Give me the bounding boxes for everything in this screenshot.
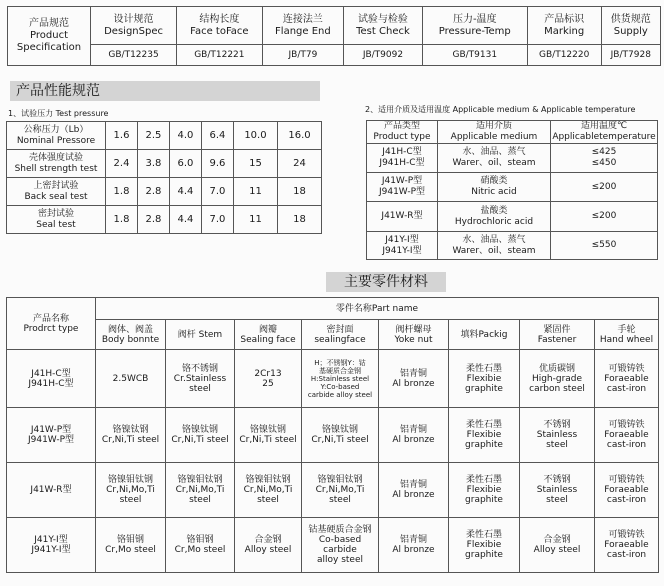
medium-en: Nitric acid bbox=[471, 187, 517, 197]
pressure-value: 2.8 bbox=[137, 178, 169, 206]
pressure-value: 11 bbox=[233, 178, 277, 206]
material-en: Flexibie bbox=[466, 373, 502, 384]
material-zh: 柔性石墨 bbox=[465, 475, 502, 485]
material-en: Cr,Mo steel bbox=[174, 545, 226, 555]
material-en: carbide alloy steel bbox=[307, 390, 373, 399]
material-zh: 柔性石墨 bbox=[465, 420, 502, 430]
medium-zh: 盐酸类 bbox=[480, 205, 508, 216]
material-en: Cr,Ni,Ti steel bbox=[171, 435, 229, 445]
standards-header-cell bbox=[8, 7, 91, 66]
pressure-value: 11 bbox=[233, 206, 277, 234]
product-type-cell: J41W-R型 bbox=[367, 202, 438, 232]
material-cell bbox=[520, 463, 595, 518]
material-en: Flexibie bbox=[466, 540, 502, 550]
material-en: Flexibie bbox=[466, 430, 502, 440]
standards-value: JB/T79 bbox=[262, 45, 344, 66]
pressure-value: 3.8 bbox=[137, 150, 169, 178]
column-header bbox=[96, 320, 166, 350]
material-cell bbox=[595, 463, 659, 518]
material-cell: 2.5WCB bbox=[96, 350, 166, 408]
material-en: steel bbox=[546, 495, 568, 505]
material-cell bbox=[166, 350, 235, 408]
material-cell bbox=[449, 350, 520, 408]
header-zh: 设计规范 bbox=[113, 13, 154, 25]
row-label-en: Back seal test bbox=[24, 191, 88, 202]
material-cell bbox=[449, 518, 520, 573]
header-zh: 结构长度 bbox=[199, 13, 240, 25]
material-en: Cr,Ni,Ti steel bbox=[239, 435, 297, 445]
section-title-performance bbox=[10, 81, 320, 101]
material-zh: 可锻铸铁 bbox=[608, 363, 645, 374]
column-header bbox=[379, 320, 449, 350]
header-cell bbox=[367, 121, 438, 144]
product-type-cell bbox=[367, 144, 438, 173]
material-zh: 合金钢 bbox=[254, 535, 282, 545]
product-type: J941Y-I型 bbox=[382, 245, 422, 256]
material-en: steel bbox=[119, 495, 142, 505]
product-type: J941W-P型 bbox=[27, 435, 75, 445]
material-zh: 柔性石墨 bbox=[465, 530, 502, 540]
material-zh: 铬镍钛钢 bbox=[181, 425, 218, 435]
material-en: Al bronze bbox=[392, 490, 435, 500]
product-type: J41Y-I型 bbox=[34, 535, 68, 545]
material-en: steel bbox=[189, 495, 211, 505]
material-en: Stainless bbox=[536, 485, 578, 495]
header-zh: 供货规范 bbox=[610, 13, 651, 25]
medium-en: Hydrochloric acid bbox=[454, 216, 534, 227]
row-label-zh: 公称压力（Lb） bbox=[23, 124, 89, 135]
material-en: carbon steel bbox=[529, 383, 585, 394]
material-en: Alloy steel bbox=[533, 545, 581, 555]
material-zh: 基硬质合金钢 bbox=[319, 366, 361, 375]
row-label-zh: 上密封试验 bbox=[33, 180, 79, 191]
product-type: J41Y-I型 bbox=[385, 234, 419, 245]
material-zh: 不锈钢 bbox=[543, 475, 571, 485]
material-en: Cr,Ni,Ti steel bbox=[101, 435, 160, 445]
pressure-value: 6.4 bbox=[201, 122, 233, 150]
standards-header-zh: 产品规范 bbox=[29, 18, 69, 29]
product-type: J41W-P型 bbox=[30, 425, 72, 435]
medium-cell bbox=[438, 202, 551, 232]
part-name-header: 零件名称Part name bbox=[96, 298, 659, 320]
header-en: Flange End bbox=[275, 25, 331, 37]
material-en: Cr,Ni,Mo,Ti bbox=[175, 485, 225, 495]
material-cell bbox=[595, 350, 659, 408]
material-cell bbox=[166, 408, 235, 463]
temp-cell bbox=[551, 144, 658, 173]
row-label-zh: 壳体强度试验 bbox=[28, 152, 83, 163]
material-en: Flexibie bbox=[466, 485, 502, 495]
header-en: Prodrct type bbox=[23, 323, 79, 334]
standards-value: JB/T9092 bbox=[344, 45, 423, 66]
temp-cell: ≤200 bbox=[551, 202, 658, 232]
material-en: 2Cr13 bbox=[254, 368, 282, 379]
row-label bbox=[7, 206, 106, 234]
header-en: DesignSpec bbox=[104, 25, 163, 37]
standards-header-en: Specification bbox=[16, 42, 82, 53]
material-cell bbox=[302, 463, 379, 518]
material-en: cast-iron bbox=[606, 550, 647, 560]
material-zh: 铬镍钛钢 bbox=[321, 425, 358, 435]
product-type-cell bbox=[7, 408, 96, 463]
material-cell bbox=[235, 518, 302, 573]
product-type-cell bbox=[7, 518, 96, 573]
column-header bbox=[520, 320, 595, 350]
material-cell bbox=[302, 350, 379, 408]
standards-value: GB/T12221 bbox=[177, 45, 263, 66]
medium-zh: 水、油品、蒸气 bbox=[462, 147, 526, 157]
material-cell bbox=[379, 463, 449, 518]
product-type: J941W-P型 bbox=[378, 187, 426, 197]
standards-header-cell bbox=[177, 7, 263, 45]
column-header-zh: 手轮 bbox=[617, 324, 636, 335]
standards-header-cell bbox=[527, 7, 601, 45]
material-zh: 不锈钢 bbox=[543, 420, 571, 430]
header-cell bbox=[551, 121, 658, 144]
standards-header-cell bbox=[91, 7, 177, 45]
material-zh: 铬镍钛钢 bbox=[112, 425, 149, 435]
material-zh: 合金钢 bbox=[543, 535, 571, 545]
material-zh: 铝青铜 bbox=[399, 535, 427, 545]
material-en: Al bronze bbox=[392, 378, 435, 389]
temp-value: ≤425 bbox=[591, 147, 617, 157]
material-en: Co-based bbox=[318, 535, 362, 545]
material-en: High-grade bbox=[531, 373, 583, 384]
pressure-value: 6.0 bbox=[169, 150, 201, 178]
material-en: graphite bbox=[465, 383, 503, 394]
temp-cell: ≤200 bbox=[551, 173, 658, 202]
header-zh: 适用介质 bbox=[475, 121, 512, 131]
header-en: Marking bbox=[544, 25, 585, 37]
medium-en: Warer、oil、steam bbox=[452, 158, 536, 168]
material-cell bbox=[520, 408, 595, 463]
standards-header-cell bbox=[262, 7, 344, 45]
material-en: graphite bbox=[465, 440, 503, 450]
material-cell bbox=[449, 463, 520, 518]
material-en: Al bronze bbox=[392, 545, 435, 555]
material-en: carbide bbox=[323, 545, 357, 555]
header-zh: 产品类型 bbox=[383, 121, 420, 131]
column-header-zh: 阀体、阀盖 bbox=[107, 324, 153, 335]
row-label-en: Shell strength test bbox=[14, 163, 98, 174]
product-type-cell bbox=[367, 173, 438, 202]
material-cell bbox=[379, 518, 449, 573]
column-header bbox=[235, 320, 302, 350]
test-pressure-table bbox=[6, 121, 322, 234]
material-cell bbox=[166, 518, 235, 573]
header-en: Test Check bbox=[356, 25, 410, 37]
pressure-value: 9.6 bbox=[201, 150, 233, 178]
pressure-value: 18 bbox=[277, 178, 321, 206]
pressure-value: 1.6 bbox=[106, 122, 138, 150]
material-cell bbox=[96, 408, 166, 463]
product-type-cell: J41W-R型 bbox=[7, 463, 96, 518]
material-zh: 铬镍钼钛钢 bbox=[177, 475, 223, 485]
material-zh: 可锻铸铁 bbox=[608, 475, 645, 485]
header-zh: 产品名称 bbox=[32, 313, 69, 324]
material-cell bbox=[302, 408, 379, 463]
column-header: 阀杆 Stem bbox=[166, 320, 235, 350]
material-cell bbox=[595, 408, 659, 463]
material-en: cast-iron bbox=[606, 383, 647, 394]
header-en: Applicable medium bbox=[450, 132, 538, 142]
standards-header-cell bbox=[422, 7, 527, 45]
material-en: cast-iron bbox=[606, 440, 647, 450]
section-title-materials bbox=[326, 272, 446, 292]
column-header-zh: 阀杆螺母 bbox=[395, 324, 432, 335]
material-zh: 优质碳钢 bbox=[538, 363, 575, 374]
row-label-en: Seal test bbox=[36, 219, 76, 230]
column-header-en: Hand wheel bbox=[599, 334, 654, 345]
column-header-en: Yoke nut bbox=[394, 334, 433, 345]
material-en: Cr.Stainless bbox=[173, 373, 227, 384]
material-en: cast-iron bbox=[606, 495, 647, 505]
pressure-value: 7.0 bbox=[201, 178, 233, 206]
material-en: Foraeable bbox=[604, 373, 649, 384]
row-label-en: Nominal Pressore bbox=[16, 135, 96, 146]
material-en: Foraeable bbox=[604, 485, 649, 495]
material-en: steel bbox=[257, 495, 279, 505]
materials-table bbox=[6, 297, 659, 573]
material-cell bbox=[235, 463, 302, 518]
column-header-zh: 阀瓣 bbox=[258, 324, 277, 335]
column-header-en: Fastener bbox=[537, 334, 577, 345]
material-en: H:Stainless steel bbox=[310, 374, 370, 383]
pressure-value: 4.4 bbox=[169, 178, 201, 206]
pressure-value: 7.0 bbox=[201, 206, 233, 234]
material-zh: 铬镍钼钛钢 bbox=[245, 475, 291, 485]
standards-header-cell bbox=[601, 7, 660, 45]
temp-value: ≤450 bbox=[591, 158, 617, 168]
product-type-cell bbox=[7, 350, 96, 408]
test-pressure-caption: 1、试验压力 Test pressure bbox=[8, 109, 109, 118]
material-cell bbox=[379, 408, 449, 463]
product-type: J41H-C型 bbox=[31, 368, 71, 379]
pressure-value: 2.4 bbox=[106, 150, 138, 178]
header-zh: 压力-温度 bbox=[452, 13, 497, 25]
material-en: Foraeable bbox=[604, 540, 649, 550]
row-label bbox=[7, 122, 106, 150]
column-header-zh: 密封面 bbox=[326, 324, 354, 335]
material-zh: 铬镍钼钛钢 bbox=[317, 475, 363, 485]
product-type: J941H-C型 bbox=[379, 158, 425, 168]
material-cell bbox=[302, 518, 379, 573]
material-zh: 铝青铜 bbox=[399, 368, 427, 379]
material-zh: 铬不锈钢 bbox=[181, 363, 218, 374]
column-header-en: Body bonnte bbox=[101, 334, 160, 345]
header-en: Supply bbox=[613, 25, 648, 37]
material-zh: H；不锈钢Y：钴 bbox=[314, 358, 366, 367]
standards-value: GB/T12220 bbox=[527, 45, 601, 66]
medium-cell bbox=[438, 173, 551, 202]
column-header-en: Sealing face bbox=[240, 334, 296, 345]
pressure-value: 2.5 bbox=[137, 122, 169, 150]
material-en: Alloy steel bbox=[244, 545, 292, 555]
pressure-value: 1.8 bbox=[106, 206, 138, 234]
standards-value: GB/T12235 bbox=[91, 45, 177, 66]
row-label-zh: 密封试验 bbox=[37, 208, 74, 219]
header-zh: 适用温度℃ bbox=[580, 121, 628, 131]
material-en: steel bbox=[546, 440, 568, 450]
medium-cell bbox=[438, 144, 551, 173]
column-header-zh: 紧固件 bbox=[543, 324, 571, 335]
standards-value: JB/T7928 bbox=[601, 45, 660, 66]
material-en: steel bbox=[189, 383, 211, 394]
pressure-value: 16.0 bbox=[277, 122, 321, 150]
pressure-value: 10.0 bbox=[233, 122, 277, 150]
material-zh: 柔性石墨 bbox=[465, 363, 502, 374]
material-zh: 铬镍钼钛钢 bbox=[107, 475, 153, 485]
header-cell bbox=[438, 121, 551, 144]
standards-header-en: Product bbox=[30, 30, 68, 41]
material-cell bbox=[96, 518, 166, 573]
material-en: 25 bbox=[262, 378, 274, 389]
product-type: J41H-C型 bbox=[382, 147, 422, 157]
header-en: Applicabletemperature bbox=[552, 132, 656, 142]
medium-temp-table bbox=[366, 120, 658, 260]
material-en: Cr,Mo steel bbox=[105, 545, 156, 555]
product-name-header bbox=[7, 298, 96, 350]
column-header: 填料Packig bbox=[449, 320, 520, 350]
temp-cell: ≤550 bbox=[551, 232, 658, 260]
medium-temp-caption: 2、适用介质及适用温度 Applicable medium & Applicable temperature bbox=[365, 105, 636, 114]
standards-value: GB/T9131 bbox=[422, 45, 527, 66]
material-en: steel bbox=[329, 495, 351, 505]
material-en: Stainless bbox=[536, 430, 578, 440]
pressure-value: 15 bbox=[233, 150, 277, 178]
material-zh: 可锻铸铁 bbox=[608, 420, 645, 430]
medium-en: Warer、oil、steam bbox=[452, 245, 536, 256]
header-zh: 产品标识 bbox=[544, 13, 585, 25]
material-en: Foraeable bbox=[604, 430, 649, 440]
column-header bbox=[302, 320, 379, 350]
material-en: graphite bbox=[465, 550, 503, 560]
material-en: Al bronze bbox=[392, 435, 435, 445]
standards-table bbox=[7, 6, 661, 66]
material-cell bbox=[379, 350, 449, 408]
material-cell bbox=[235, 408, 302, 463]
header-en: Product type bbox=[373, 132, 431, 142]
product-type-cell bbox=[367, 232, 438, 260]
material-zh: 可锻铸铁 bbox=[608, 530, 645, 540]
material-zh: 钴基硬质合金钢 bbox=[308, 525, 372, 535]
product-type: J941Y-I型 bbox=[31, 545, 71, 555]
material-en: Cr,Ni,Ti steel bbox=[311, 435, 369, 445]
medium-zh: 水、油品、蒸气 bbox=[462, 234, 526, 245]
material-zh: 铬钼钢 bbox=[116, 535, 144, 545]
medium-cell bbox=[438, 232, 551, 260]
pressure-value: 1.8 bbox=[106, 178, 138, 206]
header-en: Face toFace bbox=[190, 25, 249, 37]
material-en: Cr,Ni,Mo,Ti bbox=[315, 485, 365, 495]
material-cell bbox=[96, 463, 166, 518]
material-cell bbox=[449, 408, 520, 463]
material-cell bbox=[166, 463, 235, 518]
material-en: alloy steel bbox=[316, 555, 363, 565]
pressure-value: 2.8 bbox=[137, 206, 169, 234]
medium-zh: 硝酸类 bbox=[480, 176, 508, 186]
header-en: Pressure-Temp bbox=[438, 25, 511, 37]
material-cell bbox=[520, 518, 595, 573]
section-title-text: 主要零件材料 bbox=[344, 274, 428, 290]
header-zh: 连接法兰 bbox=[282, 13, 323, 25]
material-zh: 铝青铜 bbox=[399, 425, 427, 435]
header-zh: 试验与检验 bbox=[357, 13, 408, 25]
pressure-value: 24 bbox=[277, 150, 321, 178]
row-label bbox=[7, 150, 106, 178]
product-type: J941H-C型 bbox=[28, 378, 74, 389]
material-en: graphite bbox=[465, 495, 503, 505]
material-cell bbox=[235, 350, 302, 408]
pressure-value: 4.0 bbox=[169, 122, 201, 150]
material-zh: 铬镍钛钢 bbox=[249, 425, 286, 435]
product-type: J41W-P型 bbox=[381, 176, 423, 186]
material-cell bbox=[595, 518, 659, 573]
material-cell bbox=[520, 350, 595, 408]
pressure-value: 4.4 bbox=[169, 206, 201, 234]
material-en: Cr,Ni,Mo,Ti bbox=[106, 485, 155, 495]
row-label bbox=[7, 178, 106, 206]
section-title-text: 产品性能规范 bbox=[16, 83, 100, 99]
material-en: Y:Co-based bbox=[320, 382, 360, 391]
material-zh: 铝青铜 bbox=[399, 480, 427, 490]
standards-header-cell bbox=[344, 7, 423, 45]
material-en: Cr,Ni,Mo,Ti bbox=[243, 485, 293, 495]
column-header bbox=[595, 320, 659, 350]
column-header-en: sealingface bbox=[314, 334, 366, 345]
pressure-value: 18 bbox=[277, 206, 321, 234]
material-zh: 铬钼钢 bbox=[186, 535, 214, 545]
